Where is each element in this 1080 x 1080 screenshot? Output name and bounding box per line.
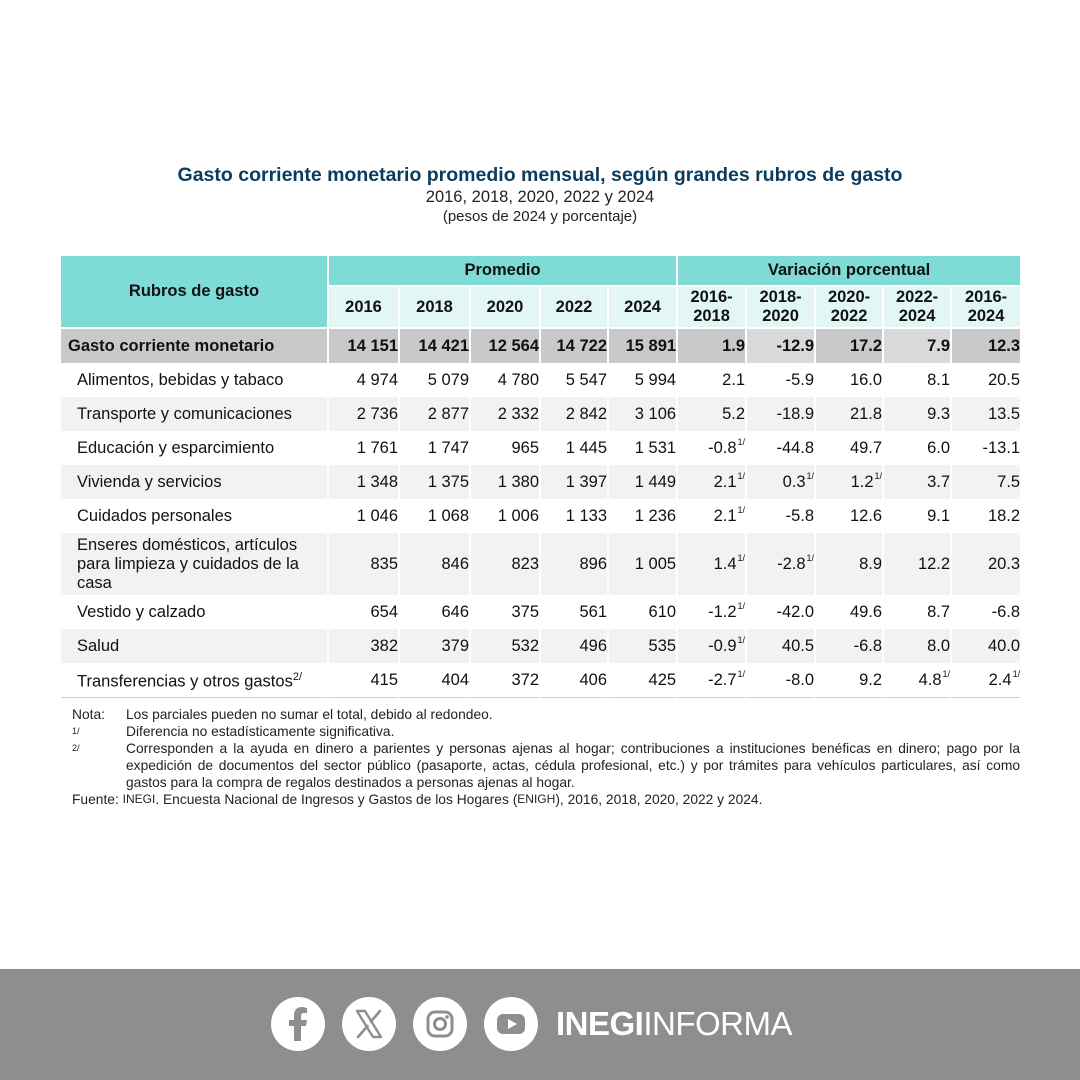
row-label-text: Alimentos, bebidas y tabaco (77, 370, 284, 389)
row-variation-value: 12.6 (849, 506, 883, 525)
row-value: 1 133 (539, 499, 607, 533)
row-variation (814, 629, 882, 663)
row-value: 1 761 (327, 431, 398, 465)
row-variation-value: 8.0 (927, 636, 951, 655)
row-variation (882, 397, 950, 431)
row-variation-value: 3.7 (927, 472, 951, 491)
row-value: 1 531 (607, 431, 676, 465)
table-row (61, 499, 1020, 533)
row-value: 561 (539, 595, 607, 629)
row-variation (814, 533, 882, 595)
row-variation-value: 8.9 (859, 554, 883, 573)
row-value: 1 068 (398, 499, 469, 533)
row-variation (814, 465, 882, 499)
row-value: 823 (469, 533, 539, 595)
expense-table (61, 256, 1020, 698)
table-row (61, 431, 1020, 465)
row-value: 1 397 (539, 465, 607, 499)
row-variation-value: 16.0 (849, 370, 883, 389)
total-label: Gasto corriente monetario (61, 327, 327, 363)
row-variation-value: -2.8 (777, 554, 806, 573)
total-value: 14 151 (327, 327, 398, 363)
page-title: Gasto corriente monetario promedio mensual, según grandes rubros de gasto (177, 164, 903, 186)
fuente-org: INEGI (122, 792, 156, 806)
row-variation (950, 499, 1020, 533)
row-value: 2 332 (469, 397, 539, 431)
total-variation: 1.9 (676, 327, 745, 363)
row-variation (882, 629, 950, 663)
row-variation (676, 363, 745, 397)
row-variation-value: 7.5 (997, 472, 1021, 491)
row-variation-value: 20.5 (987, 370, 1021, 389)
footnote-marker: 1/ (737, 634, 746, 645)
row-variation (745, 499, 814, 533)
total-variation: 12.3 (950, 327, 1020, 363)
table-row (61, 533, 1020, 595)
row-variation-value: 0.3 (782, 472, 806, 491)
row-variation (676, 431, 745, 465)
row-label (61, 465, 327, 499)
row-variation-value: 9.2 (859, 670, 883, 689)
row-variation-value: 6.0 (927, 438, 951, 457)
row-label (61, 431, 327, 465)
footnote-marker: 1/ (737, 436, 746, 447)
rubros-header: Rubros de gasto (61, 256, 327, 327)
row-variation (676, 465, 745, 499)
fuente-abbr: ENIGH (517, 792, 556, 806)
row-variation (745, 431, 814, 465)
row-value: 1 006 (469, 499, 539, 533)
footnote-marker: 1/ (737, 600, 746, 611)
row-variation-value: -1.2 (708, 602, 737, 621)
fuente-text-2: ), 2016, 2018, 2020, 2022 y 2024. (555, 792, 763, 807)
row-variation-value: 40.5 (781, 636, 815, 655)
row-variation-value: 2.1 (722, 370, 746, 389)
row-variation (676, 595, 745, 629)
row-variation (950, 363, 1020, 397)
footer-bar (0, 969, 1080, 1080)
row-variation (745, 533, 814, 595)
variation-col-header-part: 2016- (964, 288, 1008, 306)
brand-light: INFORMA (643, 1005, 793, 1042)
row-variation-value: -6.8 (853, 636, 883, 655)
variation-col-header-part: 2024 (898, 307, 936, 325)
row-variation (745, 595, 814, 629)
row-variation (882, 465, 950, 499)
row-variation-value: -5.9 (785, 370, 815, 389)
variation-col-header (814, 285, 882, 327)
row-variation (950, 431, 1020, 465)
row-value: 1 236 (607, 499, 676, 533)
promedio-header: Promedio (327, 256, 676, 285)
variation-col-header-part: 2020 (762, 307, 799, 325)
row-value: 965 (469, 431, 539, 465)
row-variation (745, 363, 814, 397)
row-variation-value: 12.2 (917, 554, 951, 573)
row-label-text: Vestido y calzado (77, 602, 206, 621)
total-variation: 17.2 (814, 327, 882, 363)
total-value: 12 564 (469, 327, 539, 363)
year-col-header: 2018 (398, 285, 469, 327)
row-value: 2 842 (539, 397, 607, 431)
total-value: 14 421 (398, 327, 469, 363)
row-label-text: Vivienda y servicios (77, 472, 222, 491)
row-value: 1 348 (327, 465, 398, 499)
fuente-text-1: . Encuesta Nacional de Ingresos y Gastos de los Hogares ( (155, 792, 518, 807)
table-row (61, 629, 1020, 663)
variation-col-header-part: 2024 (967, 307, 1005, 325)
year-col-header: 2016 (327, 285, 398, 327)
total-row (61, 327, 1020, 363)
row-label-text: Salud (77, 636, 120, 655)
row-variation-value: 13.5 (987, 404, 1021, 423)
row-value: 1 046 (327, 499, 398, 533)
total-variation: 7.9 (882, 327, 950, 363)
facebook-icon[interactable] (271, 997, 325, 1051)
brand-logo (556, 1003, 792, 1045)
row-value: 3 106 (607, 397, 676, 431)
row-variation-value: 1.4 (713, 554, 737, 573)
row-variation-value: -6.8 (991, 602, 1021, 621)
row-label-text: Enseres domésticos, artículos para limpieza y cuidados de la casa (77, 535, 299, 592)
footnote-marker: 1/ (806, 552, 815, 563)
row-value: 1 747 (398, 431, 469, 465)
row-variation-value: -5.8 (785, 506, 815, 525)
row-variation (745, 397, 814, 431)
row-value: 2 877 (398, 397, 469, 431)
row-label (61, 629, 327, 663)
year-col-header: 2020 (469, 285, 539, 327)
row-variation (950, 397, 1020, 431)
footnote-marker: 1/ (942, 668, 951, 679)
note2-text: Corresponden a la ayuda en dinero a parientes y personas ajenas al hogar; contribuciones a instituciones benéficas en dinero; pago por la expedición de documentos del sector público (pasaporte, actas, cédula profesional, etc.) y por trámites para vehículos particulares, así como gastos para la compra de regalos destinados a personas ajenas al hogar. (126, 741, 1020, 790)
page-units: (pesos de 2024 y porcentaje) (442, 208, 638, 225)
total-variation: -12.9 (745, 327, 814, 363)
row-value: 1 375 (398, 465, 469, 499)
row-variation-value: -13.1 (982, 438, 1021, 457)
row-value: 425 (607, 663, 676, 698)
total-value: 14 722 (539, 327, 607, 363)
row-value: 4 780 (469, 363, 539, 397)
page-subtitle: 2016, 2018, 2020, 2022 y 2024 (425, 188, 655, 206)
table-row (61, 663, 1020, 698)
row-variation-value: 2.4 (988, 670, 1012, 689)
row-variation-value: 4.8 (918, 670, 942, 689)
footnote-marker: 1/ (737, 552, 746, 563)
footnote-marker: 1/ (737, 470, 746, 481)
row-variation (814, 431, 882, 465)
row-value: 646 (398, 595, 469, 629)
variation-col-header-part: 2022 (830, 307, 868, 325)
row-variation-value: -0.8 (708, 438, 737, 457)
row-value: 406 (539, 663, 607, 698)
row-value: 1 380 (469, 465, 539, 499)
row-label (61, 663, 327, 698)
row-variation (676, 663, 745, 698)
row-value: 2 736 (327, 397, 398, 431)
row-value: 896 (539, 533, 607, 595)
row-variation-value: -0.9 (708, 636, 737, 655)
row-variation (882, 363, 950, 397)
row-variation-value: 9.1 (927, 506, 951, 525)
row-variation (950, 595, 1020, 629)
row-variation-value: 49.6 (849, 602, 883, 621)
row-value: 835 (327, 533, 398, 595)
row-variation-value: -44.8 (776, 438, 815, 457)
row-label (61, 363, 327, 397)
table-row (61, 595, 1020, 629)
row-value: 846 (398, 533, 469, 595)
row-variation (882, 499, 950, 533)
row-variation (676, 629, 745, 663)
note2-key: 2/ (72, 743, 80, 753)
year-col-header: 2024 (607, 285, 676, 327)
note1-text: Diferencia no estadísticamente significativa. (126, 724, 395, 739)
row-value: 382 (327, 629, 398, 663)
row-label (61, 397, 327, 431)
table-row (61, 465, 1020, 499)
row-value: 1 445 (539, 431, 607, 465)
row-value: 496 (539, 629, 607, 663)
row-value: 372 (469, 663, 539, 698)
row-variation (814, 363, 882, 397)
total-value: 15 891 (607, 327, 676, 363)
variation-col-header-part: 2020- (827, 288, 871, 306)
row-variation-value: 1.2 (850, 472, 874, 491)
variation-col-header (676, 285, 745, 327)
row-variation-value: 40.0 (987, 636, 1021, 655)
row-value: 654 (327, 595, 398, 629)
row-variation-value: 9.3 (927, 404, 951, 423)
row-label-text: Cuidados personales (77, 506, 233, 525)
row-variation-value: -42.0 (776, 602, 815, 621)
row-variation-value: -2.7 (708, 670, 737, 689)
row-value: 532 (469, 629, 539, 663)
row-label-text: Educación y esparcimiento (77, 438, 275, 457)
row-label-text: Transferencias y otros gastos (77, 672, 293, 691)
row-variation (814, 595, 882, 629)
footnote-marker: 1/ (1012, 668, 1021, 679)
footnote-marker: 1/ (806, 470, 815, 481)
fuente-key: Fuente: (72, 792, 119, 807)
row-variation-value: 2.1 (713, 506, 737, 525)
row-value: 415 (327, 663, 398, 698)
row-variation (814, 663, 882, 698)
row-value: 375 (469, 595, 539, 629)
row-variation (882, 663, 950, 698)
source-line (72, 791, 1020, 808)
row-variation (814, 499, 882, 533)
variation-col-header-part: 2018 (693, 307, 730, 325)
row-variation (745, 629, 814, 663)
row-label (61, 499, 327, 533)
nota-key: Nota: (72, 707, 105, 722)
table-row (61, 397, 1020, 431)
note1-key: 1/ (72, 726, 80, 736)
row-variation (950, 663, 1020, 698)
footnote-marker: 1/ (737, 504, 746, 515)
notes (72, 706, 1020, 808)
instagram-icon[interactable] (413, 997, 467, 1051)
row-value: 535 (607, 629, 676, 663)
row-variation (814, 397, 882, 431)
row-variation-value: 8.1 (927, 370, 951, 389)
footnote-marker: 2/ (292, 671, 303, 684)
row-variation (676, 533, 745, 595)
row-value: 1 449 (607, 465, 676, 499)
row-value: 610 (607, 595, 676, 629)
row-variation-value: 8.7 (927, 602, 951, 621)
row-variation-value: -8.0 (785, 670, 815, 689)
variacion-header: Variación porcentual (676, 256, 1020, 285)
row-value: 5 547 (539, 363, 607, 397)
row-variation (882, 431, 950, 465)
x-icon[interactable] (342, 997, 396, 1051)
row-label-text: Transporte y comunicaciones (77, 404, 292, 423)
row-label (61, 595, 327, 629)
row-variation-value: 2.1 (713, 472, 737, 491)
table-row (61, 363, 1020, 397)
row-variation (745, 663, 814, 698)
row-variation (882, 533, 950, 595)
nota-text: Los parciales pueden no sumar el total, debido al redondeo. (126, 707, 493, 722)
year-col-header: 2022 (539, 285, 607, 327)
row-value: 4 974 (327, 363, 398, 397)
row-variation-value: -18.9 (776, 404, 815, 423)
row-value: 5 994 (607, 363, 676, 397)
row-variation-value: 18.2 (987, 506, 1021, 525)
row-label (61, 533, 327, 595)
row-variation (882, 595, 950, 629)
row-value: 379 (398, 629, 469, 663)
title-block (0, 163, 1080, 227)
variation-col-header-part: 2018- (759, 288, 802, 306)
row-variation (950, 533, 1020, 595)
row-variation (676, 397, 745, 431)
row-variation-value: 49.7 (849, 438, 883, 457)
brand-bold: INEGI (556, 1005, 644, 1042)
variation-col-header (950, 285, 1020, 327)
footnote-marker: 1/ (874, 470, 883, 481)
row-variation-value: 21.8 (849, 404, 883, 423)
row-variation (950, 629, 1020, 663)
row-value: 404 (398, 663, 469, 698)
row-variation (745, 465, 814, 499)
variation-col-header (882, 285, 950, 327)
row-variation-value: 20.3 (987, 554, 1021, 573)
row-variation (950, 465, 1020, 499)
variation-col-header-part: 2016- (690, 288, 733, 306)
variation-col-header-part: 2022- (895, 288, 939, 306)
row-value: 1 005 (607, 533, 676, 595)
footnote-marker: 1/ (737, 668, 746, 679)
variation-col-header (745, 285, 814, 327)
row-value: 5 079 (398, 363, 469, 397)
row-variation (676, 499, 745, 533)
youtube-icon[interactable] (484, 997, 538, 1051)
row-variation-value: 5.2 (722, 404, 746, 423)
